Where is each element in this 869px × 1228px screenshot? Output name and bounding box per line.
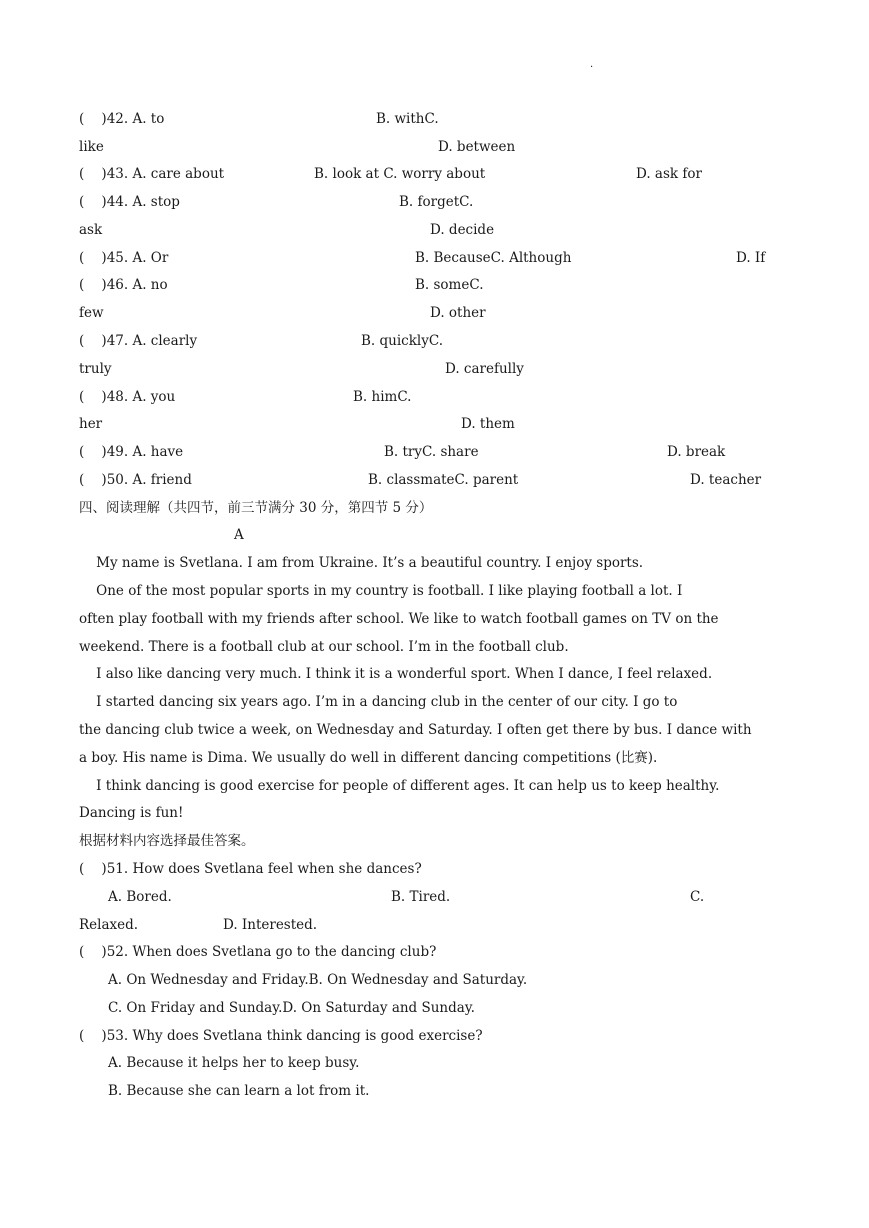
- passage-line: the dancing club twice a week, on Wednesday and Saturday. I often get there by bus. I dance with: [79, 722, 752, 738]
- q45-stem: ( )45. A. Or: [79, 250, 169, 266]
- q50-option-d: D. teacher: [690, 472, 762, 488]
- passage-label: A: [234, 527, 244, 543]
- q46-option-b: B. someC.: [415, 277, 484, 293]
- q42-option-c: like: [79, 139, 104, 155]
- q53-stem: ( )53. Why does Svetlana think dancing is good exercise?: [79, 1028, 483, 1044]
- q51-stem: ( )51. How does Svetlana feel when she dances?: [79, 861, 422, 877]
- q48-option-d: D. them: [461, 416, 515, 432]
- q45-option-bc: B. BecauseC. Although: [415, 250, 572, 266]
- q46-option-c: few: [79, 305, 104, 321]
- q45-option-d: D. If: [736, 250, 766, 266]
- q42-option-b: B. withC.: [376, 111, 439, 127]
- passage-line: a boy. His name is Dima. We usually do well in different dancing competitions (比赛).: [79, 750, 658, 766]
- q51-option-b: B. Tired.: [391, 889, 451, 905]
- q49-option-d: D. break: [667, 444, 726, 460]
- q44-stem: ( )44. A. stop: [79, 194, 180, 210]
- q51-option-d: D. Interested.: [223, 917, 318, 933]
- q47-option-c: truly: [79, 361, 112, 377]
- passage-line: One of the most popular sports in my country is football. I like playing football a lot. I: [79, 583, 683, 599]
- passage-line: I started dancing six years ago. I’m in a dancing club in the center of our city. I go to: [79, 694, 678, 710]
- q44-option-c: ask: [79, 222, 103, 238]
- q48-option-b: B. himC.: [353, 389, 412, 405]
- q51-option-c-text: Relaxed.: [79, 917, 139, 933]
- passage-line: My name is Svetlana. I am from Ukraine. It’s a beautiful country. I enjoy sports.: [79, 555, 644, 571]
- q46-option-d: D. other: [430, 305, 486, 321]
- q47-option-b: B. quicklyC.: [361, 333, 443, 349]
- q51-option-a: A. Bored.: [108, 889, 172, 905]
- q52-options-ab: A. On Wednesday and Friday.B. On Wednesday and Saturday.: [108, 972, 528, 988]
- q53-option-b: B. Because she can learn a lot from it.: [108, 1083, 370, 1099]
- passage-line: weekend. There is a football club at our school. I’m in the football club.: [79, 639, 569, 655]
- passage-line: Dancing is fun!: [79, 805, 184, 821]
- q43-option-d: D. ask for: [636, 166, 702, 182]
- q49-stem: ( )49. A. have: [79, 444, 184, 460]
- q50-option-bc: B. classmateC. parent: [368, 472, 519, 488]
- instruction: 根据材料内容选择最佳答案。: [79, 833, 255, 849]
- section-title: 四、阅读理解（共四节，前三节满分 30 分，第四节 5 分）: [79, 500, 433, 516]
- q43-stem: ( )43. A. care about: [79, 166, 225, 182]
- passage-line: I think dancing is good exercise for people of different ages. It can help us to keep healthy.: [79, 778, 720, 794]
- q50-stem: ( )50. A. friend: [79, 472, 192, 488]
- q51-option-c: C.: [690, 889, 705, 905]
- passage-line: often play football with my friends after school. We like to watch football games on TV on the: [79, 611, 719, 627]
- q46-stem: ( )46. A. no: [79, 277, 168, 293]
- q52-stem: ( )52. When does Svetlana go to the dancing club?: [79, 944, 437, 960]
- q44-option-b: B. forgetC.: [399, 194, 474, 210]
- q48-stem: ( )48. A. you: [79, 389, 176, 405]
- q43-option-bc: B. look at C. worry about: [314, 166, 486, 182]
- q49-option-bc: B. tryC. share: [384, 444, 479, 460]
- q53-option-a: A. Because it helps her to keep busy.: [108, 1055, 360, 1071]
- header-dot: ·: [590, 62, 594, 73]
- q47-option-d: D. carefully: [445, 361, 524, 377]
- q52-options-cd: C. On Friday and Sunday.D. On Saturday and Sunday.: [108, 1000, 475, 1016]
- q48-option-c: her: [79, 416, 103, 432]
- q42-stem: ( )42. A. to: [79, 111, 165, 127]
- q44-option-d: D. decide: [430, 222, 495, 238]
- passage-line: I also like dancing very much. I think it is a wonderful sport. When I dance, I feel relaxed.: [79, 666, 713, 682]
- q47-stem: ( )47. A. clearly: [79, 333, 198, 349]
- q42-option-d: D. between: [438, 139, 516, 155]
